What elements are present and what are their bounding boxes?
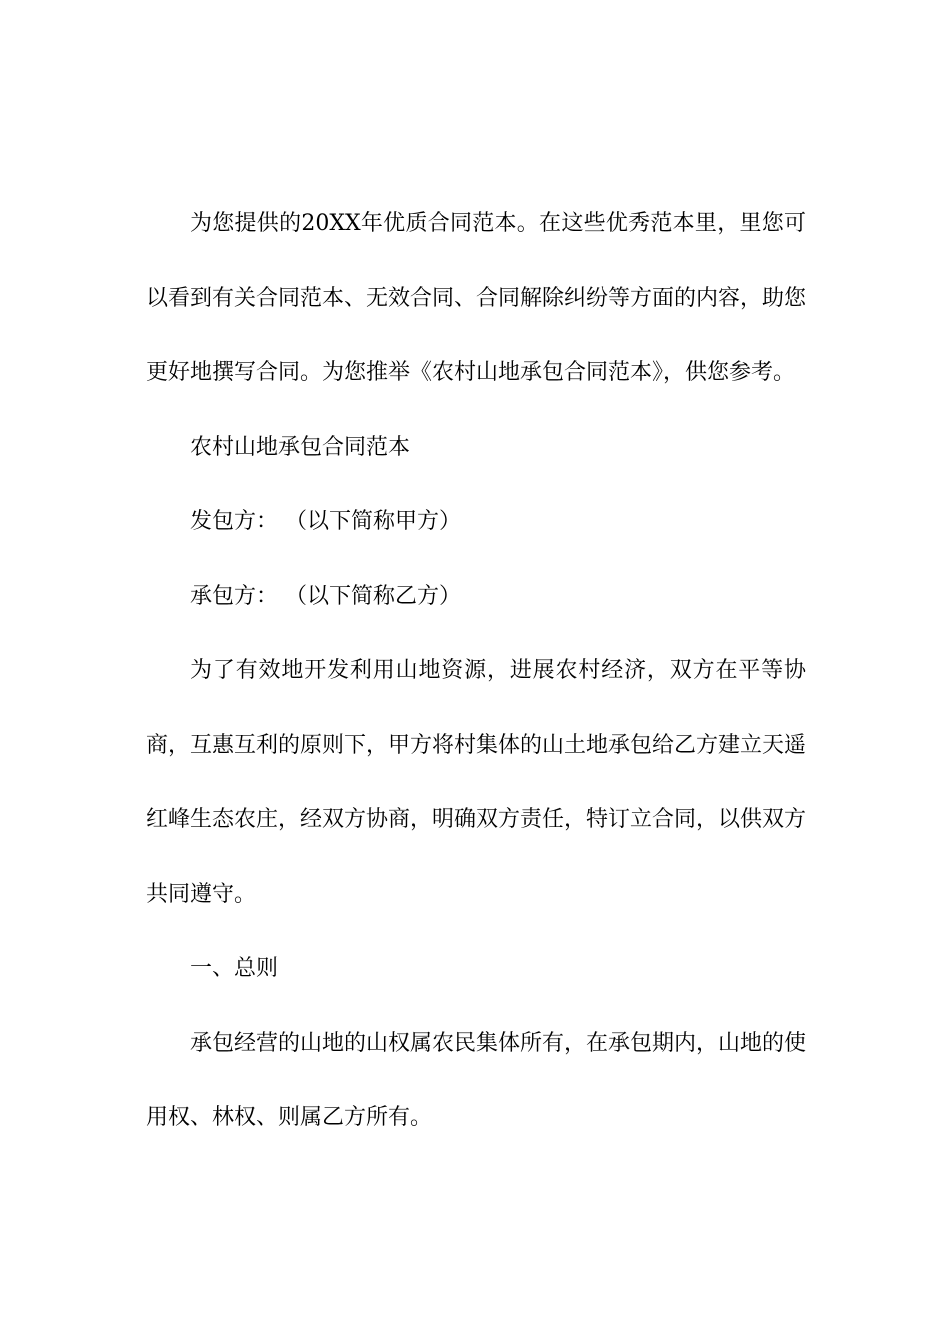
- intro-paragraph: 为您提供的20XX年优质合同范本。在这些优秀范本里，里您可以看到有关合同范本、无效合同、合同解除纠纷等方面的内容，助您更好地撰写合同。为您推举《农村山地承包合同范本》，供您参考。: [146, 211, 807, 385]
- general-clause-paragraph: 承包经营的山地的山权属农民集体所有，在承包期内，山地的使用权、林权、则属乙方所有。: [146, 1030, 807, 1130]
- document-body: [146, 187, 806, 1156]
- party-a-line: 发包方： （以下简称甲方）: [190, 509, 461, 534]
- preamble-paragraph: 为了有效地开发利用山地资源，进展农村经济，双方在平等协商，互惠互利的原则下，甲方将村集体的山土地承包给乙方建立天遥红峰生态农庄，经双方协商，明确双方责任，特订立合同，以供双方共同遵守。: [146, 658, 807, 907]
- section-heading-general: 一、总则: [190, 956, 279, 981]
- party-b-line: 承包方： （以下简称乙方）: [190, 583, 461, 609]
- contract-title: 农村山地承包合同范本: [190, 434, 411, 460]
